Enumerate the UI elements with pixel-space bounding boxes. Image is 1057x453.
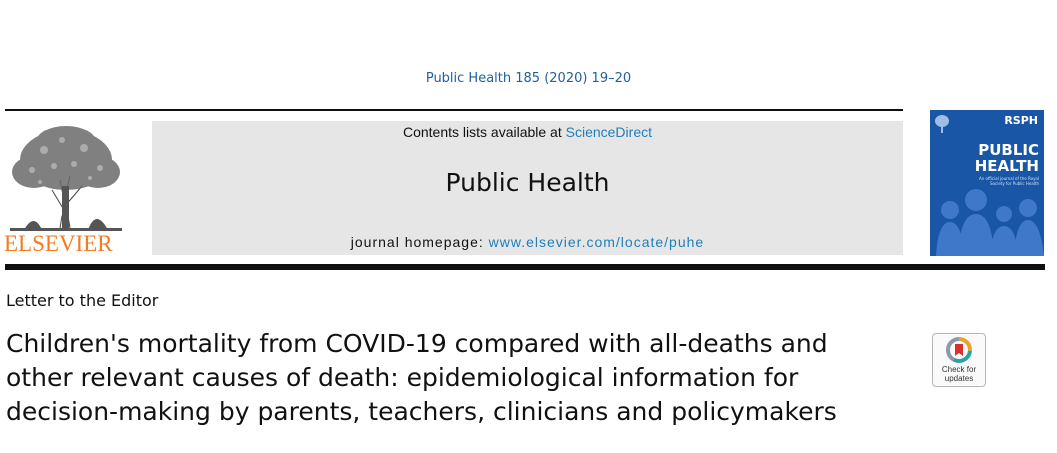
journal-masthead [152,121,903,255]
sciencedirect-link[interactable]: ScienceDirect [565,124,652,140]
check-for-updates-line1: Check for [941,365,977,374]
journal-citation[interactable]: Public Health 185 (2020) 19–20 [425,71,632,86]
check-for-updates-icon [946,337,972,363]
check-for-updates-line2: updates [944,374,974,383]
top-rule [5,109,903,111]
check-for-updates-label [933,365,985,383]
cover-subtitle: An official journal of the Royal Society for Public Health [979,176,1039,186]
article-title-line-3: decision-making by parents, teachers, clinicians and policymakers [6,397,837,426]
article-title [6,327,906,429]
masthead-bottom-rule [5,264,1045,270]
contents-prefix: Contents lists available at [402,124,566,140]
homepage-prefix: journal homepage: [350,234,489,250]
journal-cover-image[interactable] [930,110,1044,256]
article-type: Letter to the Editor [6,291,159,310]
cover-rsph-badge: RSPH [1004,114,1038,127]
cover-title-line1: PUBLIC [978,141,1039,159]
check-for-updates-button[interactable] [932,333,986,387]
contents-available-line [152,124,903,140]
cover-people-illustration-icon [930,170,1044,256]
article-title-line-2: other relevant causes of death: epidemiological information for [6,363,799,392]
journal-homepage-link[interactable]: www.elsevier.com/locate/puhe [488,234,705,250]
cover-title-line2: HEALTH [974,157,1039,175]
mini-elsevier-tree-icon [934,114,950,134]
article-title-line-1: Children's mortality from COVID-19 compared with all-deaths and [6,329,828,358]
elsevier-wordmark: ELSEVIER [4,231,113,256]
journal-name: Public Health [445,168,610,197]
journal-homepage-line [152,234,903,250]
